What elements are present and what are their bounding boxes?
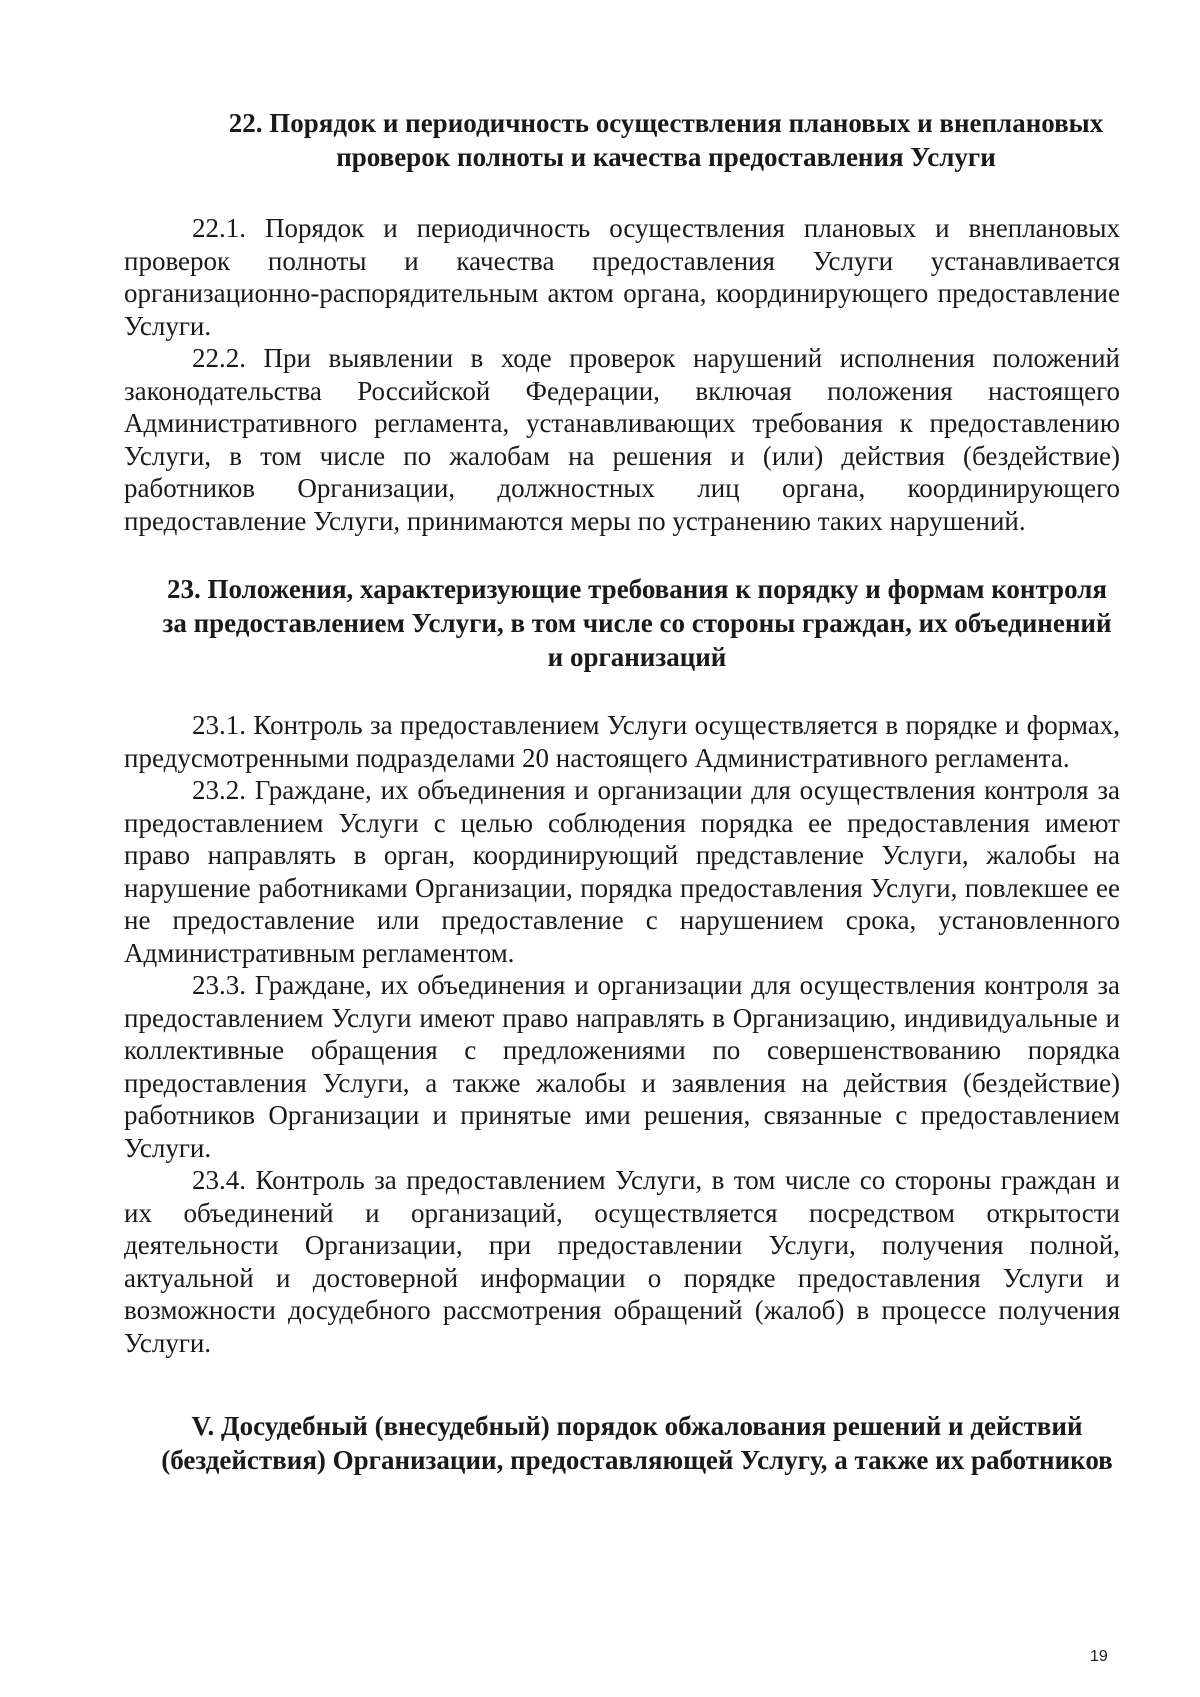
page-content: [124, 106, 1120, 1477]
page-number: 19: [1090, 1648, 1108, 1665]
section-22-body: [124, 212, 1120, 537]
paragraph-23-1: 23.1. Контроль за предоставлением Услуги осуществляется в порядке и формах, предусмотренными подразделами 20 настоящего Административного регламента.: [124, 710, 1120, 773]
section-22-heading: 22. Порядок и периодичность осуществления плановых и внеплановых проверок полноты и качества предоставления Услуги: [228, 108, 1104, 172]
section-23-body: [124, 709, 1120, 1359]
section-23-heading: 23. Положения, характеризующие требования к порядку и формам контроля за предоставлением Услуги, в том числе со стороны граждан, их объединений и организаций: [162, 574, 1112, 672]
paragraph-22-2: 22.2. При выявлении в ходе проверок нарушений исполнения положений законодательства Российской Федерации, включая положения настоящего Административного регламента, устанавливающих требования к предоставлению Услуги, в том числе по жалобам на решения и (или) действия (бездействие) работников Организации, должностных лиц органа, координирующего предоставление Услуги, принимаются меры по устранению таких нарушений.: [124, 343, 1120, 536]
paragraph-22-1: 22.1. Порядок и периодичность осуществления плановых и внеплановых проверок полноты и качества предоставления Услуги устанавливается организационно-распорядительным актом органа, координирующего предоставление Услуги.: [124, 213, 1120, 341]
section-v-heading: V. Досудебный (внесудебный) порядок обжалования решений и действий (бездействия) Организации, предоставляющей Услугу, а также их работников: [161, 1411, 1113, 1475]
paragraph-23-2: 23.2. Граждане, их объединения и организации для осуществления контроля за предоставлением Услуги с целью соблюдения порядка ее предоставления имеют право направлять в орган, координирующий представление Услуги, жалобы на нарушение работниками Организации, порядка предоставления Услуги, повлекшее ее не предоставление или предоставление с нарушением срока, установленного Административным регламентом.: [124, 775, 1120, 968]
paragraph-23-3: 23.3. Граждане, их объединения и организации для осуществления контроля за предоставлением Услуги имеют право направлять в Организацию, индивидуальные и коллективные обращения с предложениями по совершенствованию порядка предоставления Услуги, а также жалобы и заявления на действия (бездействие) работников Организации и принятые ими решения, связанные с предоставлением Услуги.: [124, 970, 1120, 1163]
paragraph-23-4: 23.4. Контроль за предоставлением Услуги, в том числе со стороны граждан и их объединений и организаций, осуществляется посредством открытости деятельности Организации, при предоставлении Услуги, получения полной, актуальной и достоверной информации о порядке предоставления Услуги и возможности досудебного рассмотрения обращений (жалоб) в процессе получения Услуги.: [124, 1165, 1120, 1358]
